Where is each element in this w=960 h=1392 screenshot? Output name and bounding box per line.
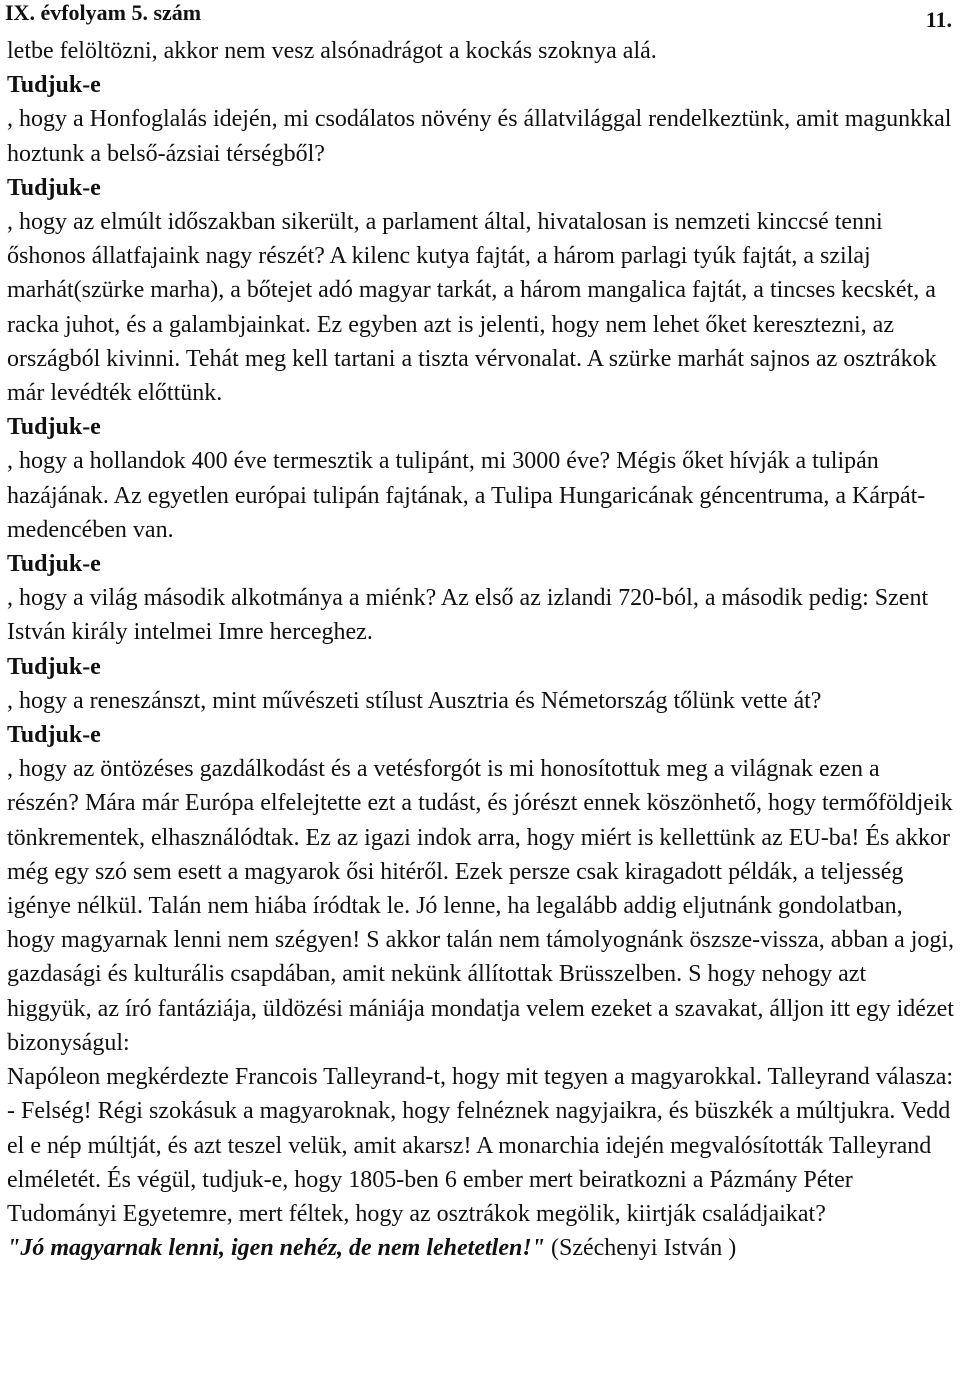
issue-label: IX. évfolyam 5. szám	[5, 0, 202, 25]
paragraph: , hogy a reneszánszt, mint művészeti stílust Ausztria és Németország tőlünk vette át?	[7, 687, 822, 714]
closing-attribution: (Széchenyi István )	[544, 1235, 737, 1262]
paragraph: , hogy az elmúlt időszakban sikerült, a parlament által, hivatalosan is nemzeti kinccsé tenni őshonos állatfajaink nagy részét? A kilenc kutya fajtát, a három parlagi tyúk fajtát, a szilaj marhát(szürke marha), a bőtejet adó magyar tarkát, a három mangalica fajtát, a tincses kecskét, a racka juhot, és a galambjainkat. Ez egyben azt is jelenti, hogy nem lehet őket keresztezni, az országból kivinni. Tehát meg kell tartani a tiszta vérvonalat. A szürke marhát sajnos az osztrákok már levédték előttünk.	[7, 209, 937, 407]
closing-quote: "Jó magyarnak lenni, igen nehéz, de nem lehetetlen!"	[7, 1235, 545, 1262]
paragraph: , hogy a világ második alkotmánya a miénk? Az első az izlandi 720-ból, a második pedig: Szent István király intelmei Imre herceghez.	[7, 585, 929, 646]
article-body	[7, 34, 955, 1265]
tudjuk-e-heading: Tudjuk-e	[7, 414, 101, 441]
tudjuk-e-heading: Tudjuk-e	[7, 722, 101, 749]
tudjuk-e-heading: Tudjuk-e	[7, 72, 101, 99]
paragraph: Napóleon megkérdezte Francois Talleyrand-t, hogy mit tegyen a magyarokkal. Talleyrand válasza: - Felség! Régi szokásuk a magyaroknak, hogy felnéznek nagyjaikra, és büszkék a múltjukra. Vedd el e nép múltját, és azt teszel velük, amit akarsz! A monarchia idején megvalósították Talleyrand elméletét. És végül, tudjuk-e, hogy 1805-ben 6 ember mert beiratkozni a Pázmány Péter Tudományi Egyetemre, mert féltek, hogy az osztrákok megölik, kiirtják családjaikat?	[7, 1064, 954, 1227]
paragraph: , hogy a hollandok 400 éve termesztik a tulipánt, mi 3000 éve? Mégis őket hívják a tulipán hazájának. Az egyetlen európai tulipán fajtának, a Tulipa Hungaricának géncentruma, a Kárpát-medencében van.	[7, 448, 926, 543]
paragraph: letbe felöltözni, akkor nem vesz alsónadrágot a kockás szoknya alá.	[7, 38, 657, 64]
page-header	[5, 0, 960, 30]
page-number: 11.	[925, 7, 952, 32]
tudjuk-e-heading: Tudjuk-e	[7, 653, 101, 680]
paragraph: , hogy az öntözéses gazdálkodást és a vetésforgót is mi honosítottuk meg a világnak ezen a részén? Mára már Európa elfelejtette ezt a tudást, és jórészt ennek köszönhető, hogy termőföldjeik tönkrementek, elhasználódtak. Ez az igazi indok arra, hogy miért is kellettünk az EU-ba! És akkor még egy szó sem esett a magyarok ősi hitéről. Ezek persze csak kiragadott példák, a teljesség igénye nélkül. Talán nem hiába íródtak le. Jó lenne, ha legalább addig eljutnánk gondolatban, hogy magyarnak lenni nem szégyen! S akkor talán nem támolyognánk öszsze-vissza, abban a jogi, gazdasági és kulturális csapdában, amit nekünk állítottak Brüsszelben. S hogy nehogy azt higgyük, az író fantáziája, üldözési mániája mondatja velem ezeket a szavakat, álljon itt egy idézet bizonyságul:	[7, 756, 955, 1056]
paragraph: , hogy a Honfoglalás idején, mi csodálatos növény és állatvilággal rendelkeztünk, amit magunkkal hoztunk a belső-ázsiai térségből?	[7, 106, 952, 167]
tudjuk-e-heading: Tudjuk-e	[7, 551, 101, 578]
closing-line	[7, 1231, 955, 1265]
tudjuk-e-heading: Tudjuk-e	[7, 174, 101, 201]
